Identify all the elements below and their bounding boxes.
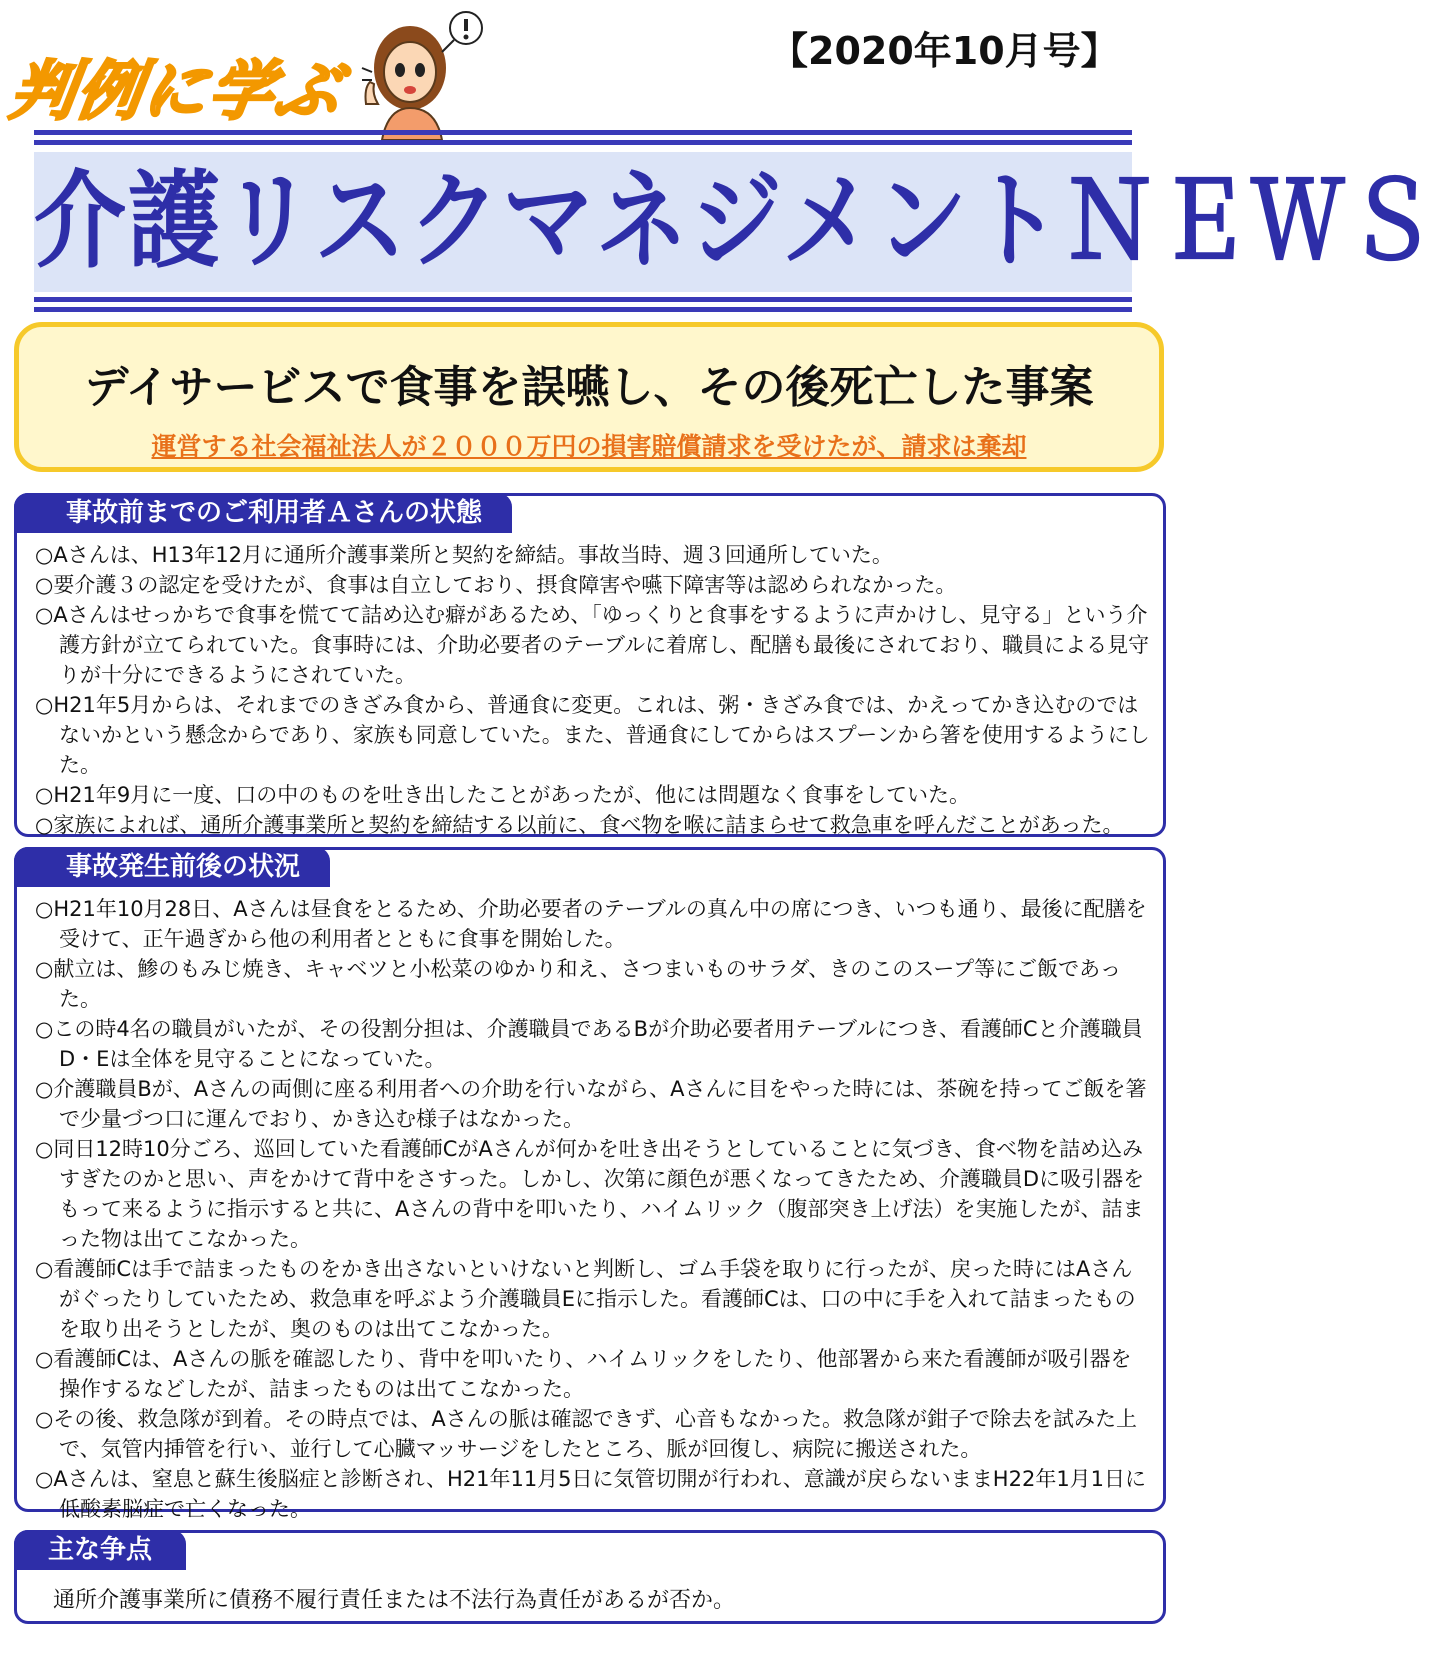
list-item: ○Aさんはせっかちで食事を慌てて詰め込む癖があるため、「ゆっくりと食事をするように声かけし、見守る」という介護方針が立てられていた。食事時には、介助必要者のテーブルに着席し、配膳も最後にされており、職員による見守りが十分にできるようにされていた。 [35,603,1150,687]
issue-date: 【2020年10月号】 [770,29,1119,73]
list-item: ○H21年5月からは、それまでのきざみ食から、普通食に変更。これは、粥・きざみ食では、かえってかき込むのではないかという懸念からであり、家族も同意していた。また、普通食にしてからはスプーンから箸を使用するようにした。 [35,693,1150,777]
list-item: ○Aさんは、H13年12月に通所介護事業所と契約を締結。事故当時、週３回通所していた。 [35,543,893,567]
headline-title: デイサービスで食事を誤嚥し、その後死亡した事案 [84,362,1094,413]
section-heading: 事故前までのご利用者Ａさんの状態 [14,493,512,533]
banner-rule-bottom [34,307,1132,312]
banner-title: 介護リスクマネジメントＮＥＷＳ [34,159,1439,283]
issue-text: 通所介護事業所に債務不履行責任または不法行為責任があるが否か。 [53,1588,736,1613]
section-patient-status [14,493,1166,837]
list-item: ○献立は、鯵のもみじ焼き、キャベツと小松菜のゆかり和え、さつまいものサラダ、きのこのスープ等にご飯であった。 [35,957,1121,1011]
list-item: ○H21年9月に一度、口の中のものを吐き出したことがあったが、他には問題なく食事をしていた。 [35,783,970,807]
section-incident [14,847,1166,1521]
brand-logo: 判例に学ぶ [5,55,347,129]
mascot-illustration [358,8,488,140]
item-list [35,894,1151,1524]
list-item: ○家族によれば、通所介護事業所と契約を締結する以前に、食べ物を喉に詰まらせて救急車を呼んだことがあった。 [35,813,1124,837]
section-heading: 事故発生前後の状況 [14,847,330,887]
headline-box [14,322,1164,472]
banner-rule-top [34,130,1132,135]
banner-rule-bottom-inner [34,297,1132,302]
list-item: ○看護師Cは手で詰まったものをかき出さないといけないと判断し、ゴム手袋を取りに行ったが、戻った時にはAさんがぐったりしていたため、救急車を呼ぶよう介護職員Eに指示した。看護師Cは、口の中に手を入れて詰まったものを取り出そうとしたが、奥のものは出てこなかった。 [35,1257,1136,1341]
item-list [35,540,1151,840]
newsletter-banner [34,130,1439,312]
list-item: ○その後、救急隊が到着。その時点では、Aさんの脈は確認できず、心音もなかった。救急隊が鉗子で除去を試みた上で、気管内挿管を行い、並行して心臓マッサージをしたところ、脈が回復し、病院に搬送された。 [35,1407,1138,1461]
list-item: ○看護師Cは、Aさんの脈を確認したり、背中を叩いたり、ハイムリックをしたり、他部署から来た看護師が吸引器を操作するなどしたが、詰まったものは出てこなかった。 [35,1347,1132,1401]
headline-subtitle: 運営する社会福祉法人が２０００万円の損害賠償請求を受けたが、請求は棄却 [151,432,1027,461]
list-item: ○Aさんは、窒息と蘇生後脳症と診断され、H21年11月5日に気管切開が行われ、意識が戻らないままH22年1月1日に低酸素脳症で亡くなった。 [35,1467,1147,1521]
list-item: ○要介護３の認定を受けたが、食事は自立しており、摂食障害や嚥下障害等は認められなかった。 [35,573,957,597]
section-main-issue [14,1530,1166,1624]
list-item: ○介護職員Bが、Aさんの両側に座る利用者への介助を行いながら、Aさんに目をやった時には、茶碗を持ってご飯を箸で少量づつ口に運んでおり、かき込む様子はなかった。 [35,1077,1147,1131]
list-item: ○この時4名の職員がいたが、その役割分担は、介護職員であるBが介助必要者用テーブルにつき、看護師Cと介護職員D・Eは全体を見守ることになっていた。 [35,1017,1143,1071]
list-item: ○同日12時10分ごろ、巡回していた看護師CがAさんが何かを吐き出そうとしていることに気づき、食べ物を詰め込みすぎたのかと思い、声をかけて背中をさすった。しかし、次第に顔色が悪くなってきたため、介護職員Dに吸引器をもって来るように指示すると共に、Aさんの背中を叩いたり、ハイムリック（腹部突き上げ法）を実施したが、詰まった物は出てこなかった。 [35,1137,1145,1251]
list-item: ○H21年10月28日、Aさんは昼食をとるため、介助必要者のテーブルの真ん中の席につき、いつも通り、最後に配膳を受けて、正午過ぎから他の利用者とともに食事を開始した。 [35,897,1147,951]
section-heading: 主な争点 [14,1530,186,1570]
